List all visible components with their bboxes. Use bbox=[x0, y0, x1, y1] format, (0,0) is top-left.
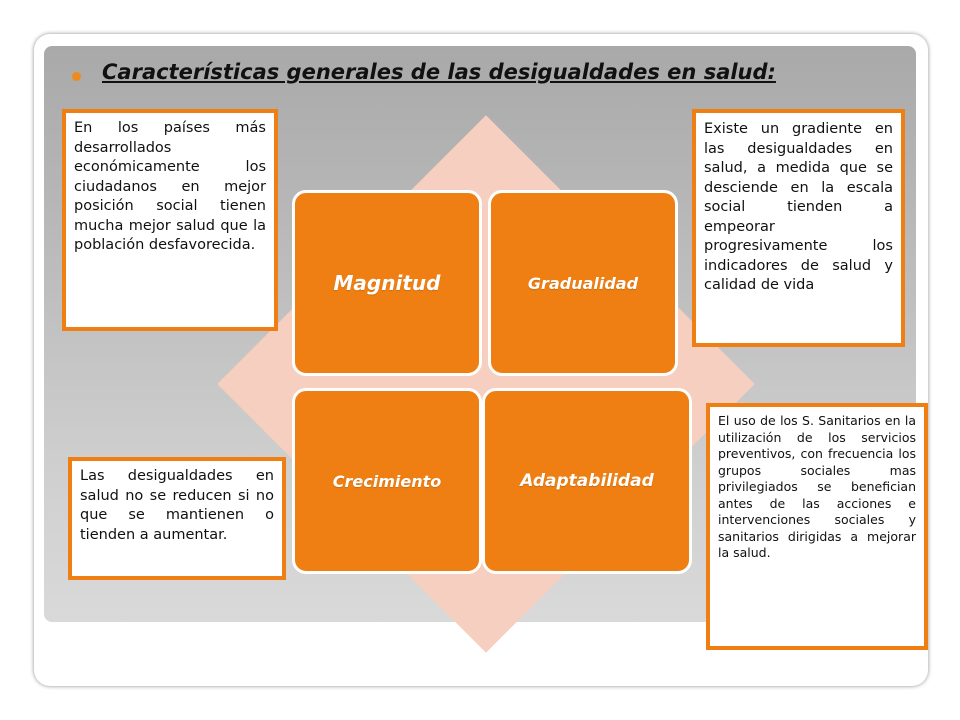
note-adaptabilidad: El uso de los S. Sanitarios en la utilización de los servicios preventivos, con frecuencia los grupos sociales mas privilegiados se benefician antes de las acciones e intervenciones sociales y sanitarios dirigidas a mejorar la salud. bbox=[706, 403, 928, 650]
quadrant-label: Gradualidad bbox=[527, 273, 639, 293]
slide-title: Características generales de las desigualdades en salud: bbox=[102, 60, 776, 84]
quadrant-gradualidad bbox=[488, 190, 678, 376]
note-crecimiento: Las desigualdades en salud no se reducen si no que se mantienen o tienden a aumentar. bbox=[68, 457, 286, 580]
quadrant-label: Crecimiento bbox=[332, 471, 442, 491]
quadrant-magnitud bbox=[292, 190, 482, 376]
quadrant-adaptabilidad bbox=[482, 388, 692, 574]
quadrant-crecimiento bbox=[292, 388, 482, 574]
quadrant-label: Magnitud bbox=[333, 271, 441, 295]
quadrant-label: Adaptabilidad bbox=[520, 471, 654, 491]
note-gradualidad: Existe un gradiente en las desigualdades en salud, a medida que se desciende en la escala social tienden a empeorar progresivamente los indicadores de salud y calidad de vida bbox=[692, 109, 905, 347]
note-magnitud: En los países más desarrollados económicamente los ciudadanos en mejor posición social tienen mucha mejor salud que la población desfavorecida. bbox=[62, 109, 278, 331]
